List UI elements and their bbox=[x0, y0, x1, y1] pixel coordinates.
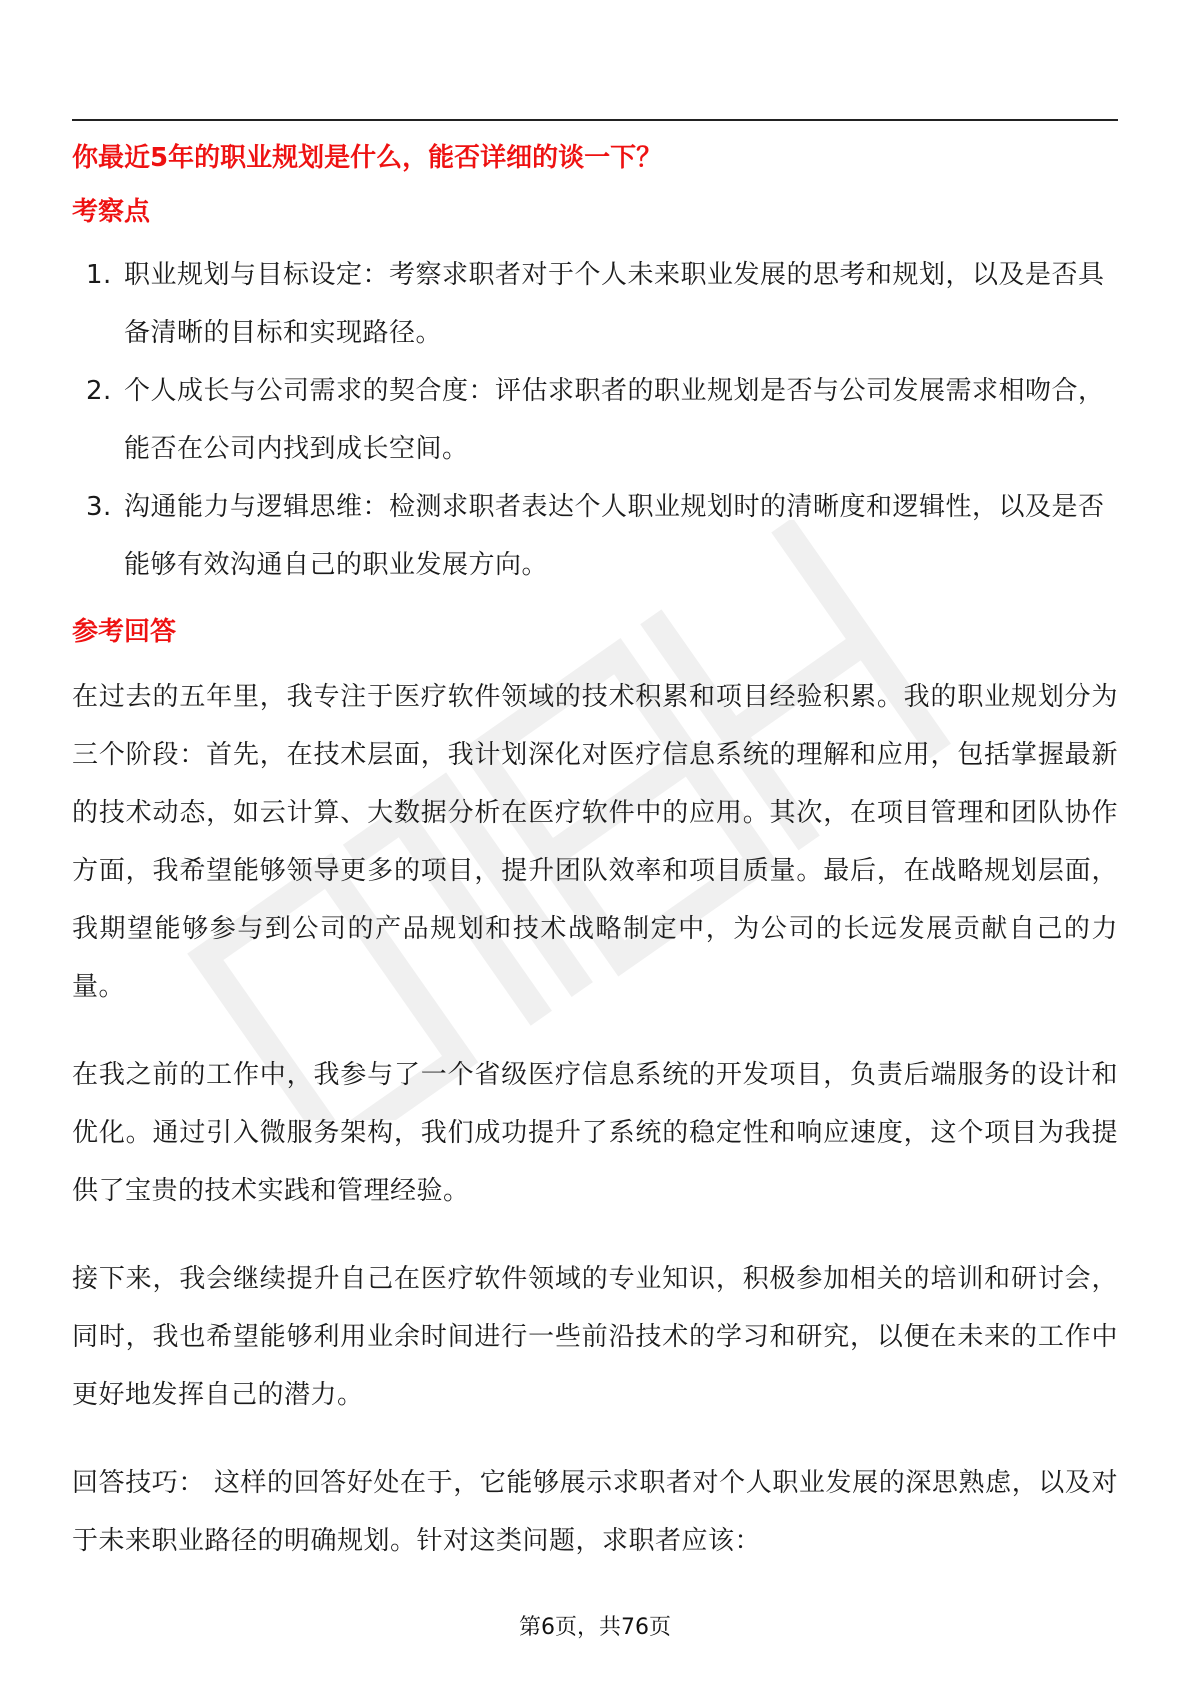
answer-paragraph: 在我之前的工作中，我参与了一个省级医疗信息系统的开发项目，负责后端服务的设计和优化。通过引入微服务架构，我们成功提升了系统的稳定性和响应速度，这个项目为我提供了宝贵的技术实践和管理经验。 bbox=[72, 1060, 1118, 1206]
check-point-text: 个人成长与公司需求的契合度：评估求职者的职业规划是否与公司发展需求相吻合，能否在公司内找到成长空间。 bbox=[124, 376, 1105, 464]
check-point-text: 沟通能力与逻辑思维：检测求职者表达个人职业规划时的清晰度和逻辑性，以及是否能够有效沟通自己的职业发展方向。 bbox=[124, 492, 1105, 580]
check-point-number: 3. bbox=[86, 492, 112, 522]
check-point-item bbox=[72, 478, 1118, 594]
check-points-list bbox=[72, 246, 1118, 594]
answer-paragraph: 接下来，我会继续提升自己在医疗软件领域的专业知识，积极参加相关的培训和研讨会，同时，我也希望能够利用业余时间进行一些前沿技术的学习和研究，以便在未来的工作中更好地发挥自己的潜力。 bbox=[72, 1264, 1118, 1410]
page-number-footer: 第6页，共76页 bbox=[519, 1615, 671, 1640]
question-heading: 你最近5年的职业规划是什么，能否详细的谈一下？ bbox=[72, 143, 663, 173]
check-point-item bbox=[72, 362, 1118, 478]
answer-title: 参考回答 bbox=[72, 617, 177, 647]
top-divider bbox=[72, 119, 1118, 121]
check-points-title: 考察点 bbox=[72, 197, 151, 227]
answer-tips-paragraph: 回答技巧： 这样的回答好处在于，它能够展示求职者对个人职业发展的深思熟虑，以及对于未来职业路径的明确规划。针对这类问题，求职者应该： bbox=[72, 1468, 1118, 1556]
check-point-item bbox=[72, 246, 1118, 362]
check-point-number: 1. bbox=[86, 260, 112, 290]
document-content bbox=[72, 130, 1118, 1600]
answer-paragraph: 在过去的五年里，我专注于医疗软件领域的技术积累和项目经验积累。我的职业规划分为三个阶段：首先，在技术层面，我计划深化对医疗信息系统的理解和应用，包括掌握最新的技术动态，如云计算、大数据分析在医疗软件中的应用。其次，在项目管理和团队协作方面，我希望能够领导更多的项目，提升团队效率和项目质量。最后，在战略规划层面，我期望能够参与到公司的产品规划和技术战略制定中，为公司的长远发展贡献自己的力量。 bbox=[72, 682, 1118, 1002]
check-point-text: 职业规划与目标设定：考察求职者对于个人未来职业发展的思考和规划，以及是否具备清晰的目标和实现路径。 bbox=[124, 260, 1105, 348]
check-point-number: 2. bbox=[86, 376, 112, 406]
